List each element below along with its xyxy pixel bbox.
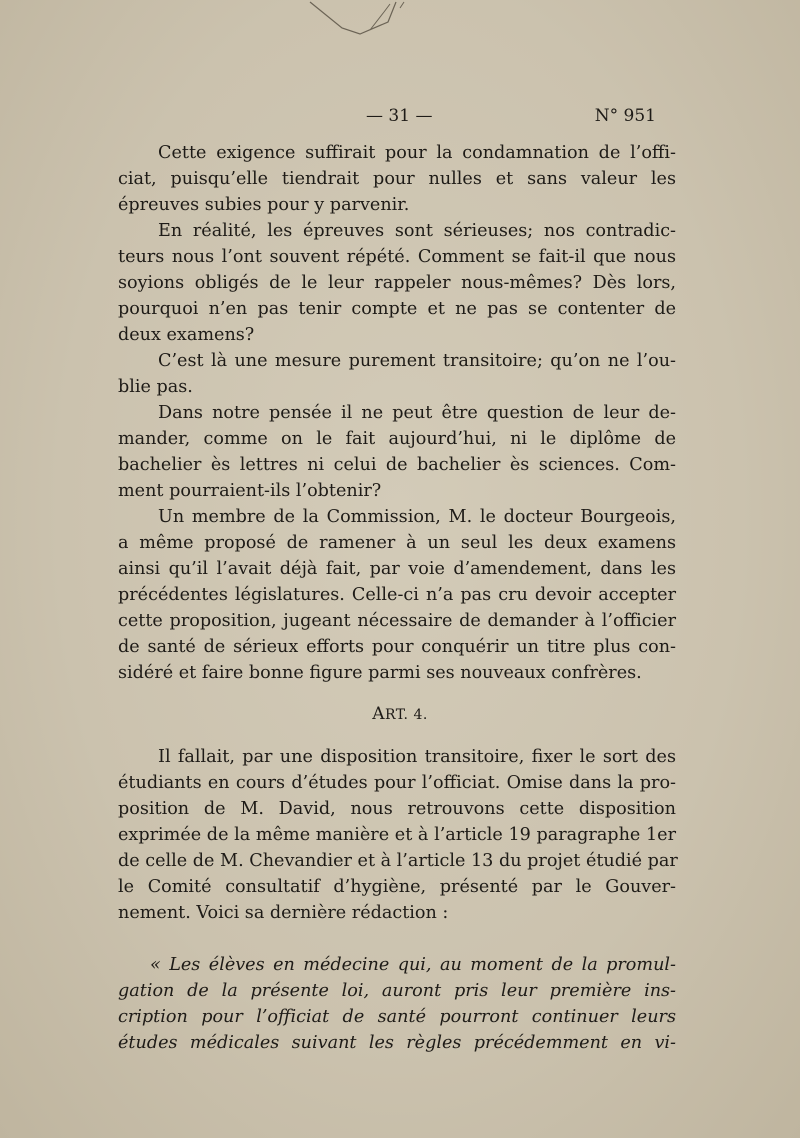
text-line: sidéré et faire bonne figure parmi ses nouveaux confrères. (118, 663, 642, 683)
text-line: ainsi qu’il l’avait déjà fait, par voie d’amendement, dans les (118, 559, 676, 579)
text-line: bachelier ès lettres ni celui de bachelier ès sciences. Com- (118, 455, 676, 475)
document-number: N° 951 (594, 106, 656, 126)
article-heading-initial: A (372, 704, 385, 724)
pen-scratch-mark (300, 0, 430, 60)
quote-line: cription pour l’officiat de santé pourront continuer leurs (118, 1007, 676, 1027)
text-line: Un membre de la Commission, M. le docteur Bourgeois, (158, 507, 676, 527)
text-line: de celle de M. Chevandier et à l’article 13 du projet étudié par (118, 851, 678, 871)
text-line: Cette exigence suffirait pour la condamnation de l’offi- (158, 143, 676, 163)
text-line: Il fallait, par une disposition transitoire, fixer le sort des (158, 747, 676, 767)
quote-line: gation de la présente loi, auront pris leur première ins- (118, 981, 676, 1001)
text-line: épreuves subies pour y parvenir. (118, 195, 410, 215)
text-line: mander, comme on le fait aujourd’hui, ni le diplôme de (118, 429, 676, 449)
quote-line: « Les élèves en médecine qui, au moment de la promul- (150, 955, 676, 975)
text-line: le Comité consultatif d’hygiène, présenté par le Gouver- (118, 877, 676, 897)
text-line: exprimée de la même manière et à l’article 19 paragraphe 1er (118, 825, 676, 845)
quote-line: études médicales suivant les règles précédemment en vi- (118, 1033, 676, 1053)
text-line: position de M. David, nous retrouvons cette disposition (118, 799, 676, 819)
article-heading-rest: RT. 4. (384, 707, 428, 723)
text-line: cette proposition, jugeant nécessaire de demander à l’officier (118, 611, 676, 631)
article-paragraph (118, 744, 676, 926)
text-line: pourquoi n’en pas tenir compte et ne pas se contenter de (118, 299, 676, 319)
text-line: de santé de sérieux efforts pour conquérir un titre plus con- (118, 637, 676, 657)
page-number: — 31 — (366, 106, 433, 126)
text-line: Dans notre pensée il ne peut être question de leur de- (158, 403, 676, 423)
text-line: précédentes législatures. Celle-ci n’a pas cru devoir accepter (118, 585, 676, 605)
text-line: C’est là une mesure purement transitoire; qu’on ne l’ou- (158, 351, 676, 371)
paragraph-5 (118, 504, 676, 686)
text-line: En réalité, les épreuves sont sérieuses; nos contradic- (158, 221, 676, 241)
paragraph-4 (118, 400, 676, 504)
text-line: teurs nous l’ont souvent répété. Comment se fait-il que nous (118, 247, 676, 267)
article-heading (0, 704, 800, 724)
paragraph-1 (118, 140, 676, 218)
text-line: ment pourraient-ils l’obtenir? (118, 481, 382, 501)
text-line: blie pas. (118, 377, 193, 397)
paragraph-3 (118, 348, 676, 400)
page-header (118, 106, 656, 130)
text-line: soyions obligés de le leur rappeler nous-mêmes? Dès lors, (118, 273, 676, 293)
quoted-text (118, 952, 676, 1056)
text-line: étudiants en cours d’études pour l’officiat. Omise dans la pro- (118, 773, 676, 793)
text-line: nement. Voici sa dernière rédaction : (118, 903, 449, 923)
paragraph-2 (118, 218, 676, 348)
text-line: a même proposé de ramener à un seul les deux examens (118, 533, 676, 553)
text-line: ciat, puisqu’elle tiendrait pour nulles et sans valeur les (118, 169, 676, 189)
text-line: deux examens? (118, 325, 255, 345)
